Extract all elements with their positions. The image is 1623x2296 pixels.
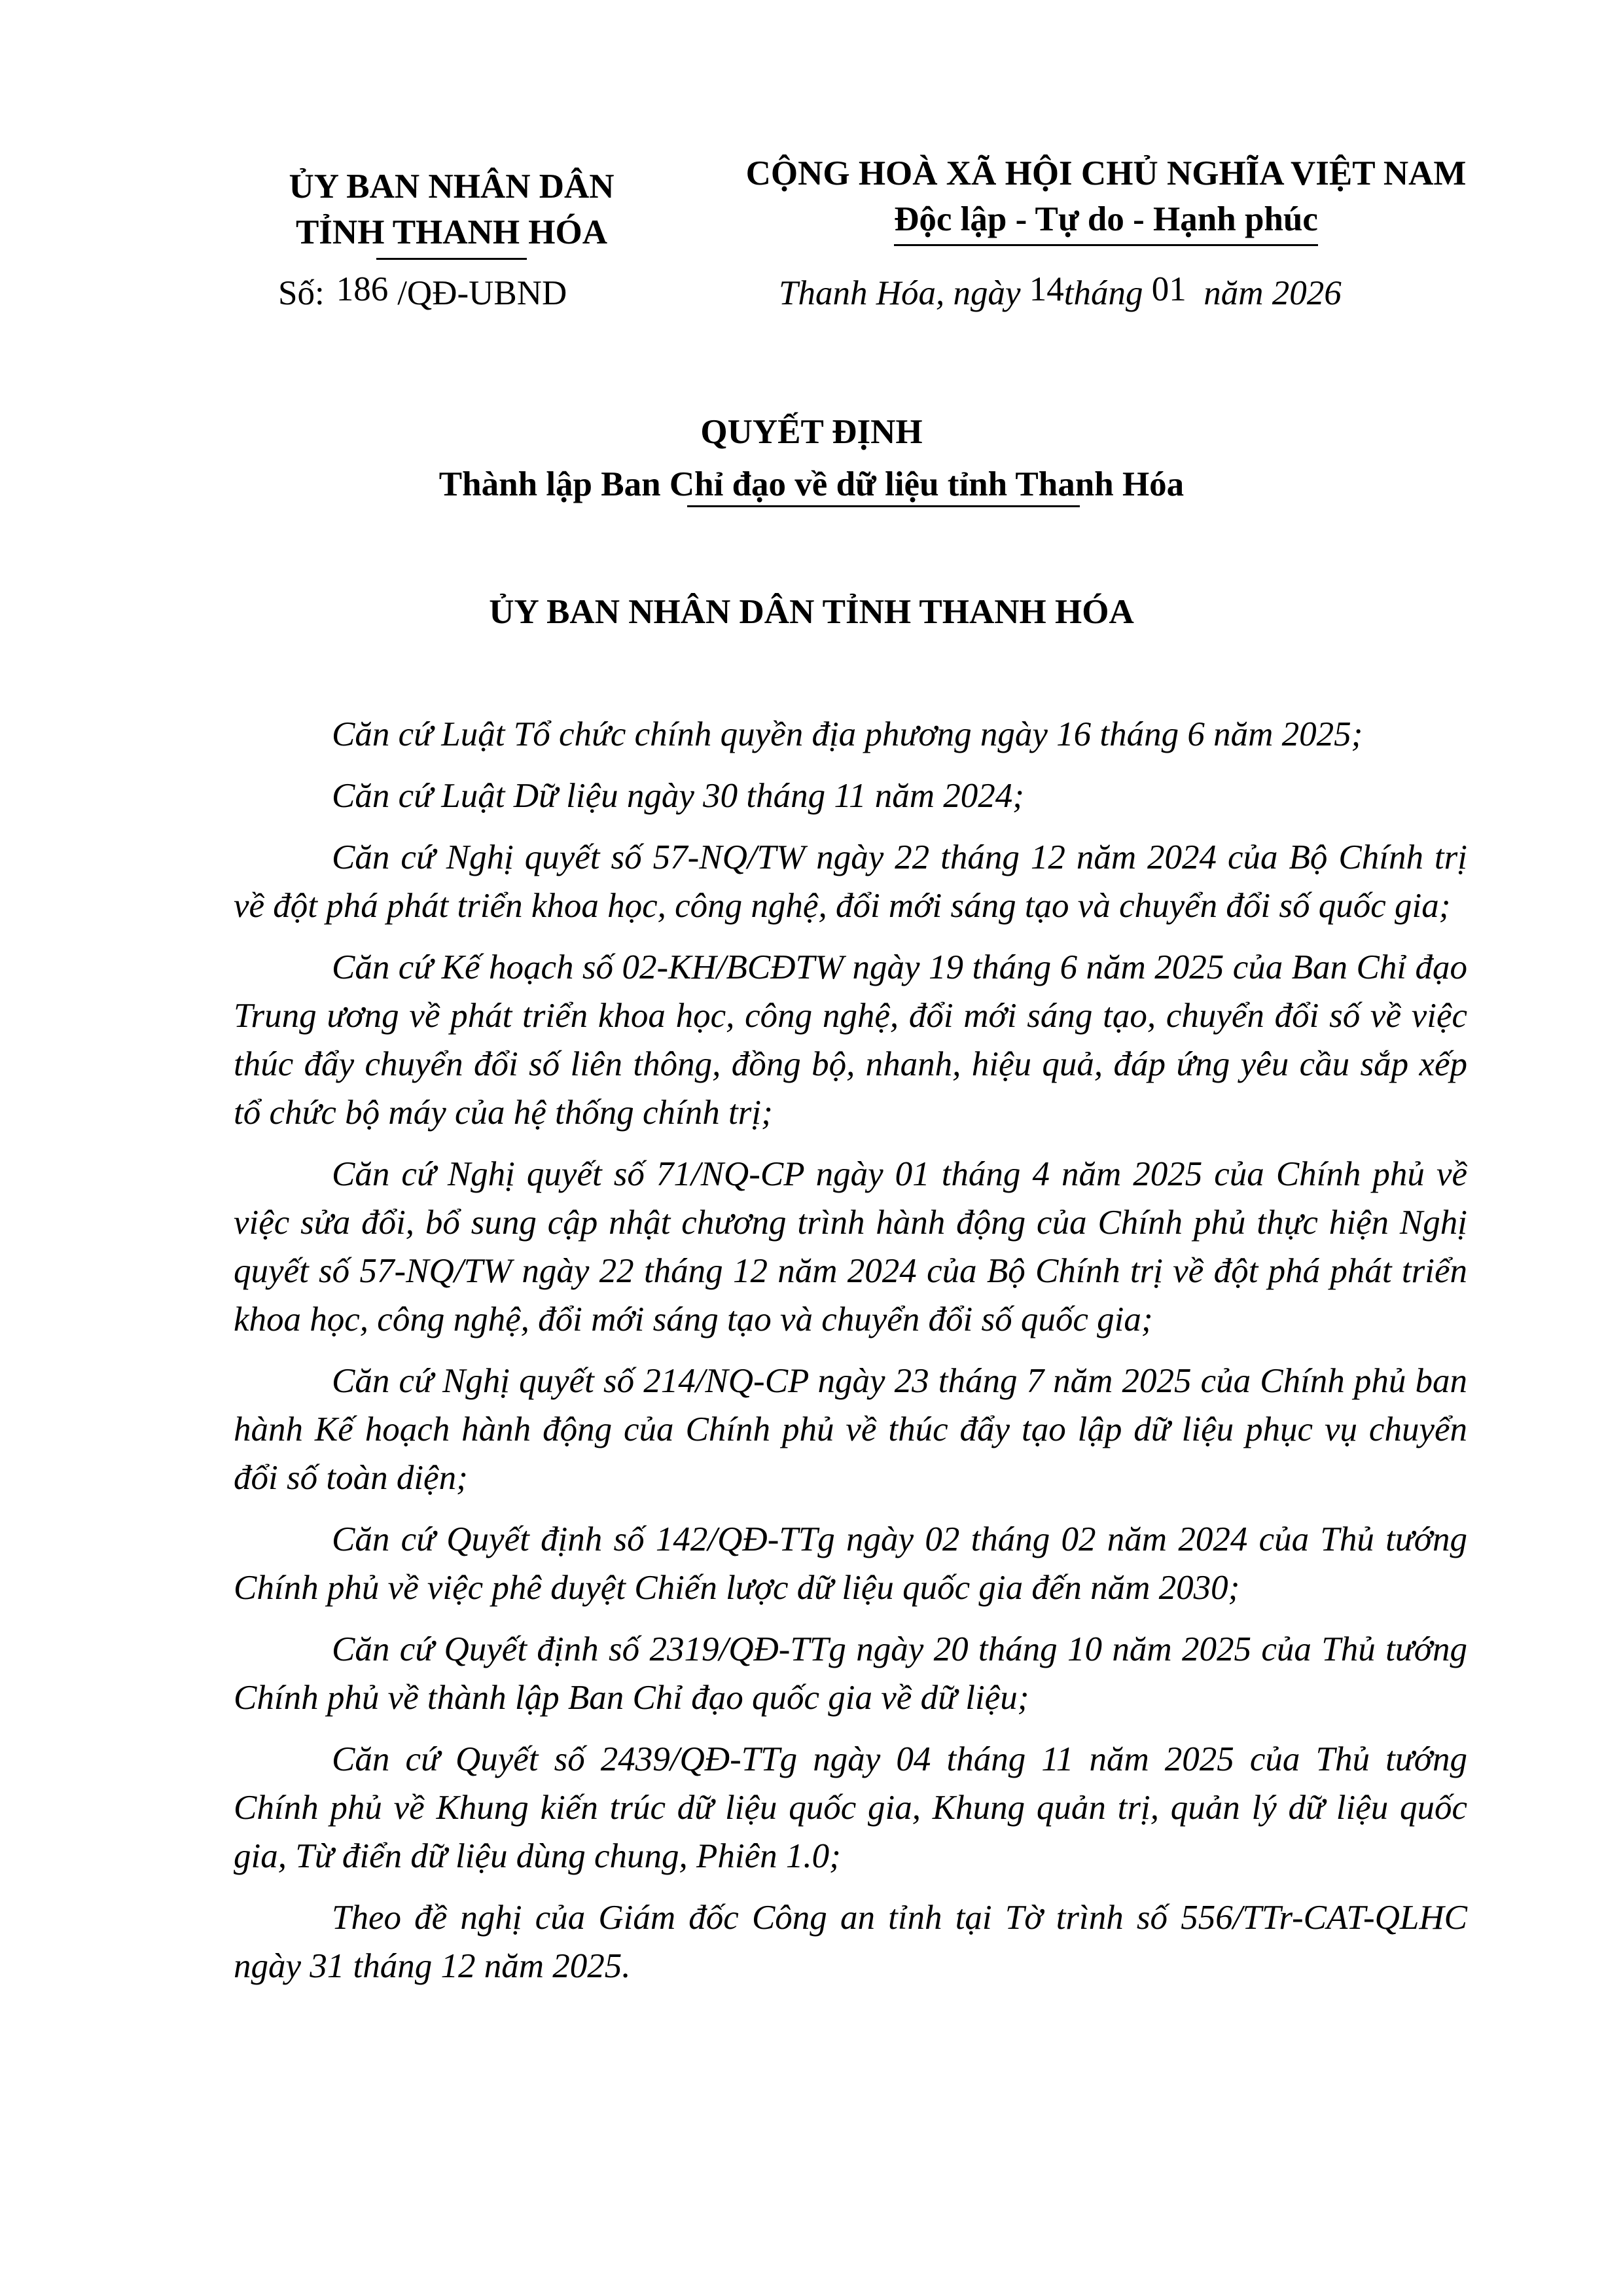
basis-paragraph: Căn cứ Nghị quyết số 214/NQ-CP ngày 23 tháng 7 năm 2025 của Chính phủ ban hành Kế hoạch hành động của Chính phủ về thúc đẩy tạo lập dữ liệu phục vụ chuyển đổi số toàn diện; xyxy=(234,1362,1467,1497)
basis-paragraph: Căn cứ Quyết số 2439/QĐ-TTg ngày 04 tháng 11 năm 2025 của Thủ tướng Chính phủ về Khung kiến trúc dữ liệu quốc gia, Khung quản trị, quản lý dữ liệu quốc gia, Từ điển dữ liệu dùng chung, Phiên 1.0; xyxy=(234,1740,1467,1875)
number-suffix: /QĐ-UBND xyxy=(397,274,567,312)
basis-paragraph: Căn cứ Luật Tổ chức chính quyền địa phương ngày 16 tháng 6 năm 2025; xyxy=(332,715,1363,753)
title-sub: Thành lập Ban Chỉ đạo về dữ liệu tỉnh Thanh Hóa xyxy=(438,465,1185,503)
date-year: năm 2026 xyxy=(1204,274,1342,312)
agency-underline xyxy=(376,258,527,260)
basis-paragraph: Căn cứ Quyết định số 2319/QĐ-TTg ngày 20 tháng 10 năm 2025 của Thủ tướng Chính phủ về thành lập Ban Chỉ đạo quốc gia về dữ liệu; xyxy=(234,1630,1467,1717)
country-name: CỘNG HOÀ XÃ HỘI CHỦ NGHĨA VIỆT NAM xyxy=(745,154,1467,192)
number-prefix: Số: xyxy=(278,274,325,312)
basis-paragraph: Căn cứ Nghị quyết số 57-NQ/TW ngày 22 tháng 12 năm 2024 của Bộ Chính trị về đột phá phát triển khoa học, công nghệ, đổi mới sáng tạo và chuyển đổi số quốc gia; xyxy=(234,838,1467,925)
agency-line-1: ỦY BAN NHÂN DÂN xyxy=(289,168,615,206)
legal-bases xyxy=(234,710,1467,2003)
basis-paragraph: Căn cứ Kế hoạch số 02-KH/BCĐTW ngày 19 tháng 6 năm 2025 của Ban Chỉ đạo Trung ương về phát triển khoa học, công nghệ, đổi mới sáng tạo, chuyển đổi số về việc thúc đẩy chuyển đổi số liên thông, đồng bộ, nhanh, hiệu quả, đáp ứng yêu cầu sắp xếp tổ chức bộ máy của hệ thống chính trị; xyxy=(234,948,1467,1132)
agency-line-2: TỈNH THANH HÓA xyxy=(295,213,608,251)
basis-paragraph: Căn cứ Quyết định số 142/QĐ-TTg ngày 02 tháng 02 năm 2024 của Thủ tướng Chính phủ về việc phê duyệt Chiến lược dữ liệu quốc gia đến năm 2030; xyxy=(234,1520,1467,1607)
document-number xyxy=(278,270,567,313)
national-heading xyxy=(713,151,1499,246)
national-motto: Độc lập - Tự do - Hạnh phúc xyxy=(894,196,1318,246)
basis-paragraph: Căn cứ Nghị quyết số 71/NQ-CP ngày 01 tháng 4 năm 2025 của Chính phủ về việc sửa đổi, bổ sung cập nhật chương trình hành động của Chính phủ thực hiện Nghị quyết số 57-NQ/TW ngày 22 tháng 12 năm 2024 của Bộ Chính trị về đột phá phát triển khoa học, công nghệ, đổi mới sáng tạo và chuyển đổi số quốc gia; xyxy=(234,1155,1467,1338)
decision-title xyxy=(0,406,1623,512)
basis-paragraph: Theo đề nghị của Giám đốc Công an tỉnh tại Tờ trình số 556/TTr-CAT-QLHC ngày 31 tháng 12 năm 2025. xyxy=(234,1899,1467,1985)
issuing-agency xyxy=(262,164,641,260)
title-underline xyxy=(687,505,1080,507)
basis-paragraph: Căn cứ Luật Dữ liệu ngày 30 tháng 11 năm 2024; xyxy=(332,777,1024,815)
title-main: QUYẾT ĐỊNH xyxy=(700,413,923,451)
place-prefix: Thanh Hóa, ngày xyxy=(779,274,1021,312)
issuing-authority: ỦY BAN NHÂN DÂN TỈNH THANH HÓA xyxy=(489,593,1134,631)
date-month: 01 xyxy=(1151,270,1186,308)
month-word: tháng xyxy=(1063,274,1143,312)
number-value: 186 xyxy=(336,270,389,308)
date-day: 14 xyxy=(1029,270,1064,308)
place-and-date xyxy=(779,270,1342,313)
